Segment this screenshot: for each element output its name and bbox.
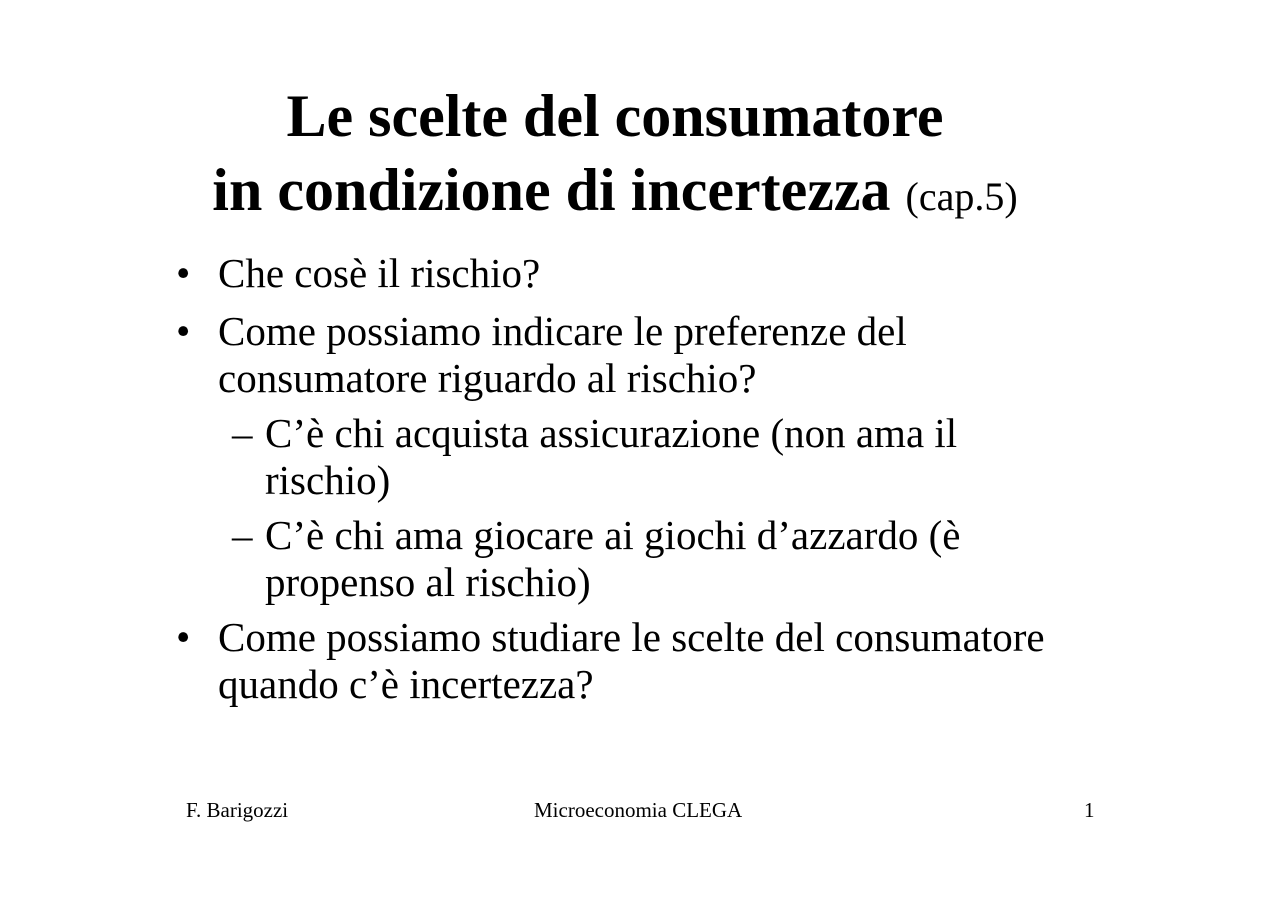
bullet-line: consumatore riguardo al rischio? — [218, 355, 757, 401]
sub-bullet-marker: – — [232, 512, 253, 558]
bullet-text — [218, 308, 907, 402]
sub-bullet-line: rischio) — [265, 457, 391, 503]
bullet-line: Come possiamo indicare le preferenze del — [218, 308, 907, 354]
bullet-line: Come possiamo studiare le scelte del consumatore — [218, 614, 1045, 660]
bullet-marker: • — [176, 614, 191, 660]
title-text-2: in condizione di incertezza — [212, 157, 891, 223]
sub-bullet-text — [265, 512, 960, 606]
footer-author: F. Barigozzi — [186, 798, 289, 822]
bullet-line: Che cosè il rischio? — [218, 250, 541, 296]
slide-title-line-2 — [0, 154, 1230, 233]
bullet-line: quando c’è incertezza? — [218, 661, 594, 707]
bullet-text — [218, 614, 1045, 708]
footer-page-number: 1 — [1084, 798, 1095, 822]
sub-bullet-marker: – — [232, 410, 253, 456]
bullet-marker: • — [176, 250, 191, 296]
sub-bullet-line: C’è chi acquista assicurazione (non ama il — [265, 410, 958, 456]
sub-bullet-line: C’è chi ama giocare ai giochi d’azzardo (è — [265, 512, 961, 558]
sub-bullet-text — [265, 410, 957, 504]
footer-course: Microeconomia CLEGA — [534, 798, 743, 822]
slide-title-line-1 — [0, 80, 1230, 152]
sub-bullet-line: propenso al rischio) — [265, 559, 591, 605]
title-text-1: Le scelte del consumatore — [286, 83, 944, 149]
bullet-marker: • — [176, 308, 191, 354]
chapter-reference: (cap.5) — [905, 174, 1018, 219]
bullet-text — [218, 250, 540, 297]
